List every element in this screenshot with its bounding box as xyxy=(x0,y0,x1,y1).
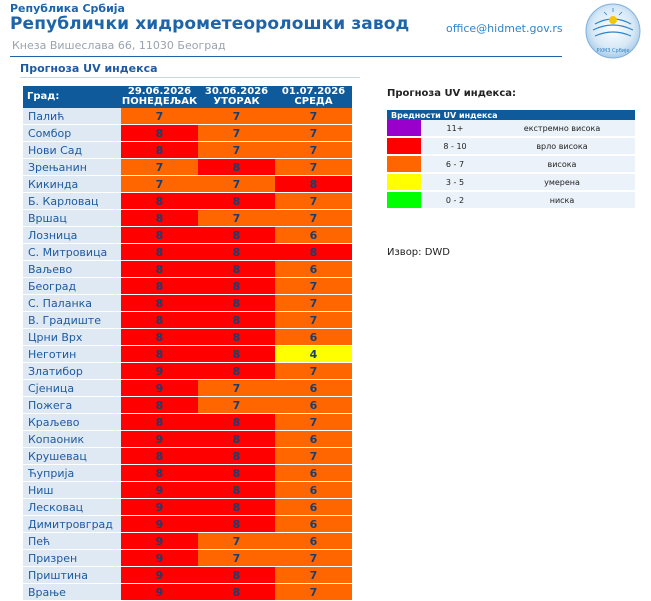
uv-value-cell: 8 xyxy=(198,516,275,533)
legend-header-row xyxy=(387,110,635,120)
uv-value-cell: 7 xyxy=(275,567,352,584)
uv-value-cell: 8 xyxy=(198,159,275,176)
uv-value-cell: 8 xyxy=(121,465,198,482)
city-name: Врање xyxy=(23,584,121,601)
table-row xyxy=(23,584,352,601)
table-row xyxy=(23,176,352,193)
table-row xyxy=(23,278,352,295)
uv-value-cell: 7 xyxy=(275,550,352,567)
site-header xyxy=(0,0,651,58)
legend-label: ниска xyxy=(489,191,635,209)
uv-value-cell: 8 xyxy=(121,210,198,227)
uv-value-cell: 8 xyxy=(121,295,198,312)
svg-text:РХМЗ Србије: РХМЗ Србије xyxy=(596,48,630,54)
uv-value-cell: 8 xyxy=(198,329,275,346)
uv-value-cell: 9 xyxy=(121,567,198,584)
legend-swatch xyxy=(387,137,421,155)
legend-label: екстремно висока xyxy=(489,120,635,137)
legend-row xyxy=(387,173,635,191)
uv-value-cell: 8 xyxy=(198,227,275,244)
uv-value-cell: 8 xyxy=(198,482,275,499)
uv-value-cell: 6 xyxy=(275,380,352,397)
day-column-header xyxy=(198,86,275,108)
city-name: Димитровград xyxy=(23,516,121,533)
table-row xyxy=(23,108,352,125)
uv-value-cell: 7 xyxy=(198,210,275,227)
city-name: Краљево xyxy=(23,414,121,431)
uv-legend-table xyxy=(387,110,635,210)
uv-value-cell: 8 xyxy=(198,414,275,431)
city-name: Ваљево xyxy=(23,261,121,278)
uv-value-cell: 8 xyxy=(121,261,198,278)
uv-value-cell: 7 xyxy=(275,414,352,431)
day-weekday: СРЕДА xyxy=(294,96,333,107)
uv-value-cell: 8 xyxy=(198,244,275,261)
uv-value-cell: 6 xyxy=(275,533,352,550)
table-row xyxy=(23,329,352,346)
uv-value-cell: 8 xyxy=(275,244,352,261)
day-column-header xyxy=(275,86,352,108)
uv-forecast-table xyxy=(23,86,352,601)
city-name: Нови Сад xyxy=(23,142,121,159)
uv-value-cell: 8 xyxy=(198,346,275,363)
table-row xyxy=(23,533,352,550)
legend-range: 0 - 2 xyxy=(421,191,489,209)
uv-value-cell: 8 xyxy=(121,125,198,142)
uv-value-cell: 6 xyxy=(275,397,352,414)
day-date: 30.06.2026 xyxy=(204,86,269,97)
legend-range: 3 - 5 xyxy=(421,173,489,191)
table-row xyxy=(23,261,352,278)
legend-title: Прогноза UV индекса: xyxy=(387,88,517,99)
table-row xyxy=(23,142,352,159)
legend-range: 6 - 7 xyxy=(421,155,489,173)
uv-value-cell: 9 xyxy=(121,431,198,448)
section-title: Прогноза UV индекса xyxy=(20,62,158,75)
city-name: Лозница xyxy=(23,227,121,244)
city-name: Копаоник xyxy=(23,431,121,448)
uv-value-cell: 8 xyxy=(121,227,198,244)
city-name: Ниш xyxy=(23,482,121,499)
header-divider xyxy=(10,56,562,57)
city-name: Вршац xyxy=(23,210,121,227)
city-name: Пожега xyxy=(23,397,121,414)
uv-value-cell: 9 xyxy=(121,380,198,397)
legend-row xyxy=(387,120,635,137)
source-note: Извор: DWD xyxy=(387,247,450,258)
uv-value-cell: 8 xyxy=(198,261,275,278)
legend-body xyxy=(387,120,635,209)
city-name: В. Градиште xyxy=(23,312,121,329)
uv-value-cell: 9 xyxy=(121,533,198,550)
uv-value-cell: 8 xyxy=(198,431,275,448)
uv-value-cell: 7 xyxy=(121,176,198,193)
uv-value-cell: 8 xyxy=(198,193,275,210)
uv-value-cell: 6 xyxy=(275,329,352,346)
day-weekday: ПОНЕДЕЉАК xyxy=(121,96,198,107)
city-name: Крушевац xyxy=(23,448,121,465)
uv-value-cell: 6 xyxy=(275,431,352,448)
uv-value-cell: 6 xyxy=(275,465,352,482)
table-row xyxy=(23,431,352,448)
city-name: С. Митровица xyxy=(23,244,121,261)
uv-value-cell: 8 xyxy=(121,346,198,363)
legend-header: Вредности UV индекса xyxy=(387,110,635,120)
republic-label: Република Србија xyxy=(10,2,125,15)
table-row xyxy=(23,125,352,142)
table-row xyxy=(23,363,352,380)
uv-value-cell: 9 xyxy=(121,584,198,601)
legend-swatch xyxy=(387,120,421,137)
uv-value-cell: 8 xyxy=(198,567,275,584)
institute-title: Републички хидрометеоролошки завод xyxy=(10,14,410,34)
uv-value-cell: 6 xyxy=(275,516,352,533)
section-divider xyxy=(20,77,360,78)
uv-value-cell: 9 xyxy=(121,363,198,380)
city-name: Црни Врх xyxy=(23,329,121,346)
table-row xyxy=(23,516,352,533)
city-name: Кикинда xyxy=(23,176,121,193)
uv-value-cell: 9 xyxy=(121,482,198,499)
uv-value-cell: 7 xyxy=(121,159,198,176)
table-row xyxy=(23,397,352,414)
uv-value-cell: 9 xyxy=(121,550,198,567)
uv-value-cell: 8 xyxy=(121,448,198,465)
uv-value-cell: 8 xyxy=(198,448,275,465)
uv-value-cell: 7 xyxy=(275,278,352,295)
table-row xyxy=(23,159,352,176)
table-row xyxy=(23,499,352,516)
legend-label: висока xyxy=(489,155,635,173)
day-column-header xyxy=(121,86,198,108)
city-name: Призрен xyxy=(23,550,121,567)
uv-value-cell: 7 xyxy=(198,397,275,414)
uv-value-cell: 8 xyxy=(198,312,275,329)
city-name: Београд xyxy=(23,278,121,295)
table-row xyxy=(23,227,352,244)
table-row xyxy=(23,346,352,363)
uv-value-cell: 9 xyxy=(121,499,198,516)
uv-value-cell: 7 xyxy=(275,363,352,380)
legend-swatch xyxy=(387,155,421,173)
uv-value-cell: 8 xyxy=(198,295,275,312)
city-name: Сјеница xyxy=(23,380,121,397)
table-row xyxy=(23,448,352,465)
uv-value-cell: 7 xyxy=(198,380,275,397)
day-date: 29.06.2026 xyxy=(127,86,192,97)
table-row xyxy=(23,193,352,210)
uv-value-cell: 9 xyxy=(121,516,198,533)
legend-range: 8 - 10 xyxy=(421,137,489,155)
uv-value-cell: 4 xyxy=(275,346,352,363)
uv-value-cell: 7 xyxy=(121,108,198,125)
city-name: Ћуприја xyxy=(23,465,121,482)
uv-value-cell: 8 xyxy=(121,312,198,329)
table-row xyxy=(23,550,352,567)
uv-value-cell: 7 xyxy=(275,210,352,227)
city-name: Приштина xyxy=(23,567,121,584)
uv-value-cell: 6 xyxy=(275,499,352,516)
uv-value-cell: 8 xyxy=(121,397,198,414)
city-name: С. Паланка xyxy=(23,295,121,312)
uv-value-cell: 7 xyxy=(198,125,275,142)
legend-row xyxy=(387,155,635,173)
city-name: Б. Карловац xyxy=(23,193,121,210)
table-body xyxy=(23,108,352,601)
table-row xyxy=(23,295,352,312)
uv-value-cell: 7 xyxy=(198,533,275,550)
uv-value-cell: 7 xyxy=(275,295,352,312)
uv-value-cell: 8 xyxy=(198,499,275,516)
uv-value-cell: 7 xyxy=(275,448,352,465)
table-row xyxy=(23,414,352,431)
uv-value-cell: 8 xyxy=(121,278,198,295)
uv-value-cell: 7 xyxy=(275,312,352,329)
uv-value-cell: 6 xyxy=(275,227,352,244)
legend-label: врло висока xyxy=(489,137,635,155)
table-row xyxy=(23,210,352,227)
day-weekday: УТОРАК xyxy=(213,96,260,107)
uv-value-cell: 7 xyxy=(275,159,352,176)
institute-address: Кнеза Вишеслава 66, 11030 Београд xyxy=(12,39,226,52)
uv-value-cell: 7 xyxy=(198,108,275,125)
uv-value-cell: 8 xyxy=(121,414,198,431)
legend-swatch xyxy=(387,173,421,191)
uv-value-cell: 7 xyxy=(275,108,352,125)
city-name: Зрењанин xyxy=(23,159,121,176)
uv-value-cell: 7 xyxy=(198,176,275,193)
uv-value-cell: 8 xyxy=(198,363,275,380)
city-name: Лесковац xyxy=(23,499,121,516)
table-row xyxy=(23,312,352,329)
city-name: Неготин xyxy=(23,346,121,363)
uv-value-cell: 8 xyxy=(121,142,198,159)
uv-value-cell: 8 xyxy=(121,329,198,346)
uv-value-cell: 7 xyxy=(275,584,352,601)
legend-row xyxy=(387,191,635,209)
uv-value-cell: 7 xyxy=(275,193,352,210)
email-link[interactable]: office@hidmet.gov.rs xyxy=(446,22,563,35)
uv-value-cell: 6 xyxy=(275,261,352,278)
city-name: Златибор xyxy=(23,363,121,380)
table-row xyxy=(23,482,352,499)
uv-value-cell: 8 xyxy=(121,193,198,210)
legend-swatch xyxy=(387,191,421,209)
table-row xyxy=(23,567,352,584)
uv-value-cell: 8 xyxy=(198,584,275,601)
uv-value-cell: 6 xyxy=(275,482,352,499)
uv-value-cell: 8 xyxy=(121,244,198,261)
city-name: Пећ xyxy=(23,533,121,550)
uv-value-cell: 8 xyxy=(275,176,352,193)
uv-value-cell: 8 xyxy=(198,465,275,482)
table-header-row xyxy=(23,86,352,108)
table-row xyxy=(23,244,352,261)
uv-value-cell: 7 xyxy=(275,142,352,159)
table-row xyxy=(23,380,352,397)
table-row xyxy=(23,465,352,482)
city-name: Сомбор xyxy=(23,125,121,142)
legend-range: 11+ xyxy=(421,120,489,137)
uv-value-cell: 7 xyxy=(198,550,275,567)
city-name: Палић xyxy=(23,108,121,125)
uv-value-cell: 8 xyxy=(198,278,275,295)
city-column-header: Град: xyxy=(23,86,121,108)
legend-row xyxy=(387,137,635,155)
day-date: 01.07.2026 xyxy=(281,86,346,97)
rhmz-logo-icon[interactable] xyxy=(583,2,643,60)
uv-value-cell: 7 xyxy=(198,142,275,159)
legend-label: умерена xyxy=(489,173,635,191)
uv-value-cell: 7 xyxy=(275,125,352,142)
